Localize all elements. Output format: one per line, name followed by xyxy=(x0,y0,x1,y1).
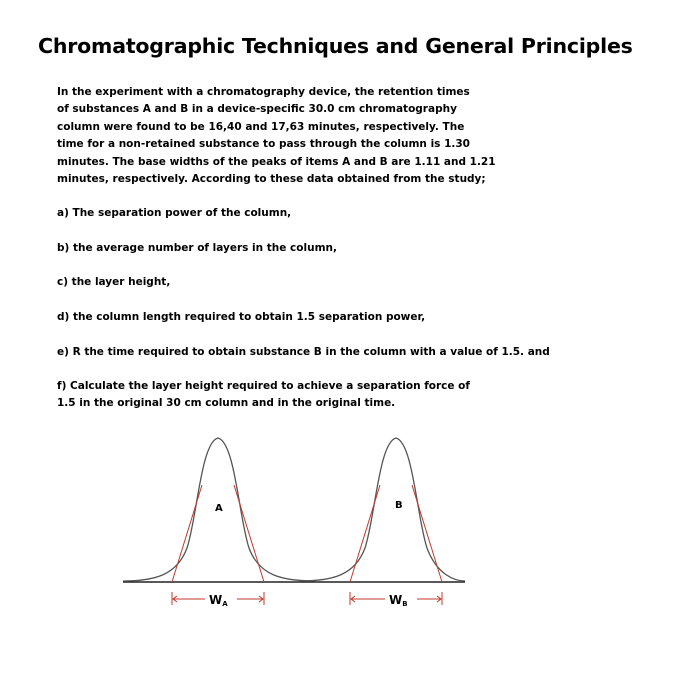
peak-b-label: B xyxy=(395,500,403,511)
chromatogram-figure xyxy=(115,430,475,624)
peak-a-right-tangent xyxy=(234,485,264,582)
intro-line: minutes. The base widths of the peaks of items A and B are 1.11 and 1.21 xyxy=(57,155,496,168)
width-a-label: WA xyxy=(209,593,228,608)
question-f xyxy=(57,378,470,413)
peak-b-right-tangent xyxy=(412,485,442,582)
peak-b-left-tangent xyxy=(350,485,380,582)
intro-line: column were found to be 16,40 and 17,63 minutes, respectively. The xyxy=(57,120,465,133)
question-a: a) The separation power of the column, xyxy=(57,207,292,219)
question-b: b) the average number of layers in the column, xyxy=(57,242,337,254)
problem-intro xyxy=(57,84,537,188)
peak-b-curve xyxy=(300,438,465,581)
intro-line: of substances A and B in a device-specific 30.0 cm chromatography xyxy=(57,103,457,116)
intro-line: minutes, respectively. According to these data obtained from the study; xyxy=(57,173,486,186)
chromatogram-diagram xyxy=(115,430,475,620)
peak-a-label: A xyxy=(215,503,223,514)
intro-line: In the experiment with a chromatography device, the retention times xyxy=(57,86,470,98)
question-f-line-1: f) Calculate the layer height required to achieve a separation force of xyxy=(57,380,470,392)
intro-line: time for a non-retained substance to pass through the column is 1.30 xyxy=(57,138,470,151)
width-b-label: WB xyxy=(389,593,408,608)
question-f-line-2: 1.5 in the original 30 cm column and in the original time. xyxy=(57,397,396,410)
page-title: Chromatographic Techniques and General Principles xyxy=(38,34,633,58)
question-c: c) the layer height, xyxy=(57,276,171,288)
question-d: d) the column length required to obtain 1.5 separation power, xyxy=(57,311,426,323)
peak-a-left-tangent xyxy=(172,485,202,582)
question-e: e) R the time required to obtain substance B in the column with a value of 1.5. and xyxy=(57,346,550,358)
